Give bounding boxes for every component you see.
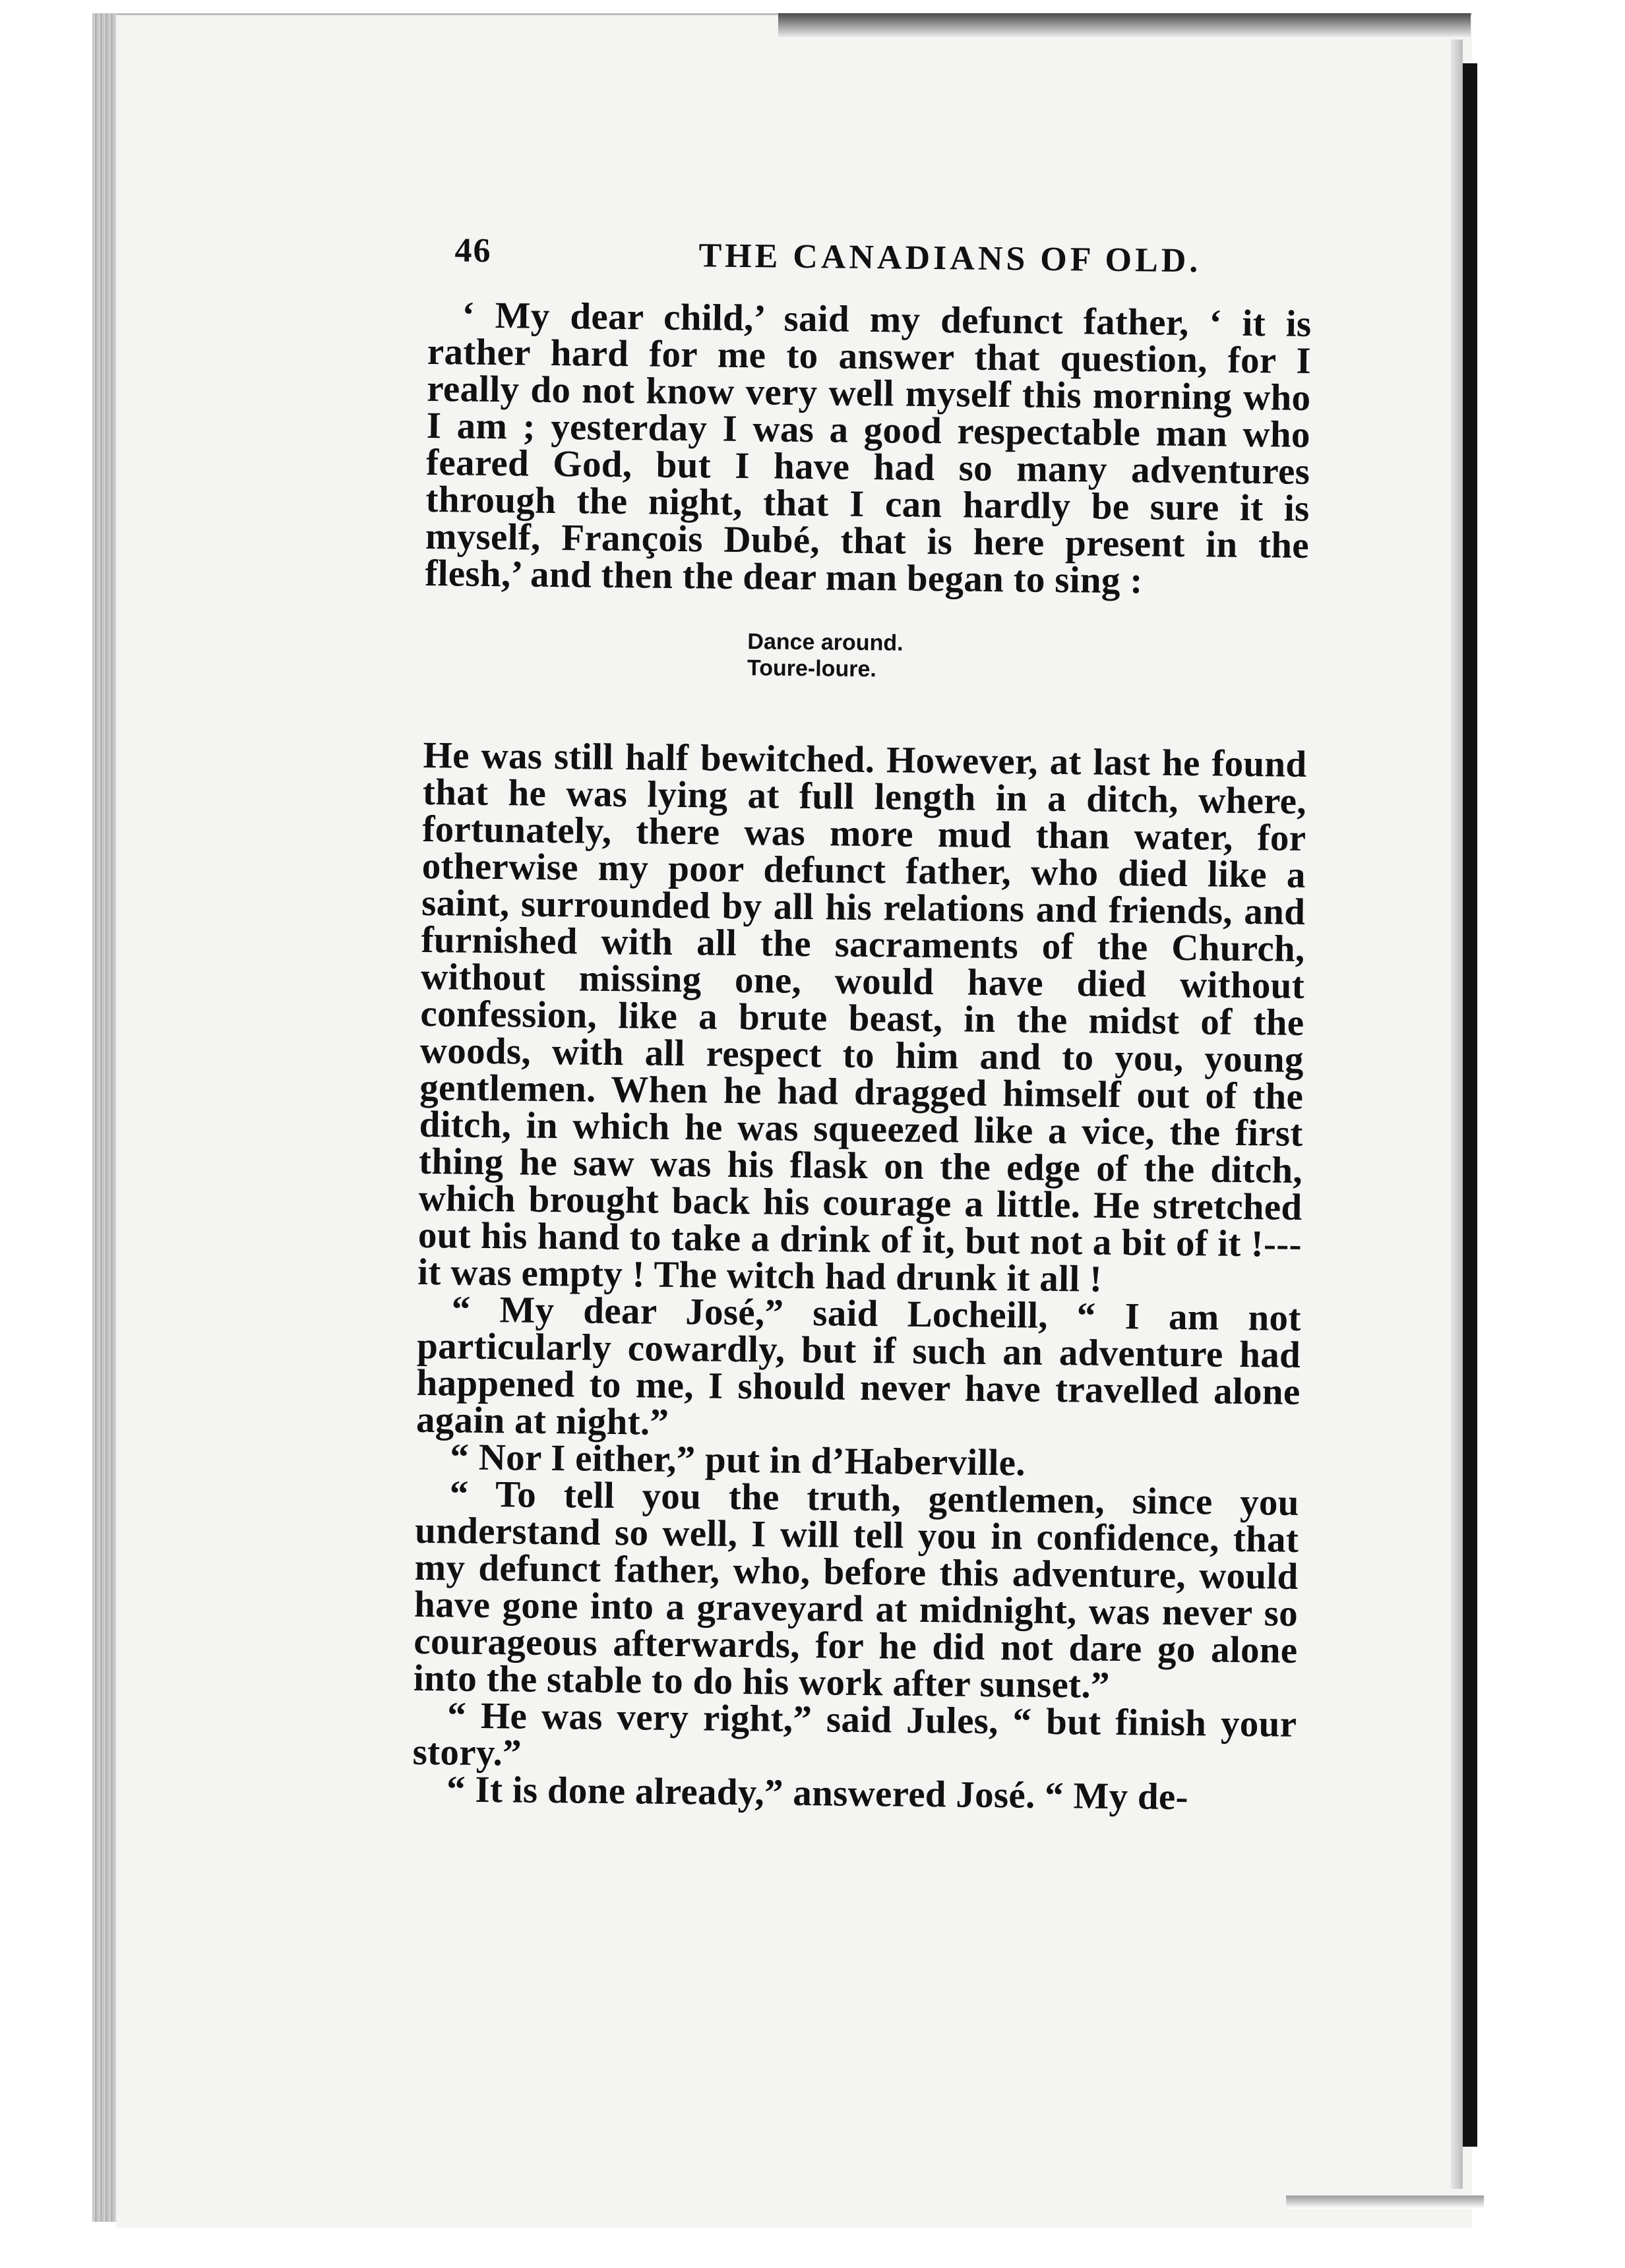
page-number: 46 (454, 231, 492, 270)
facing-page (1477, 53, 1625, 2228)
paragraph-2: He was still half bewitched. However, at last he found that he was lying at full length in a ditch, where, fortunately, there was more mud than water, for otherwise my poor defunct father, who died like a saint, surrounded by all his relations and friends, and furnished with all the sacraments of the Church, without missing one, would have died without confession, like a brute beast, in the midst of the woods, with all respect to him and to you, young gentlemen. When he had dragged himself out of the ditch, in which he was squeezed like a vice, the first thing he saw was his flask on the edge of the ditch, which brought back his courage a little. He stretched out his hand to take a drink of it, but not a bit of it !---it was empty ! The witch had drunk it all ! (417, 734, 1307, 1300)
paragraph-6: “ He was very right,” said Jules, “ but finish your story.” (412, 1694, 1297, 1774)
page-bottom-shadow (1286, 2195, 1484, 2209)
song-verse (747, 628, 1308, 687)
gutter-shadow (1451, 40, 1463, 2189)
page-header (428, 224, 1312, 306)
song-line-1: Dance around. (747, 629, 904, 656)
paragraph-5: “ To tell you the truth, gentlemen, since you understand so well, I will tell you in confidence, that my defunct father, who, before this adventure, would have gone into a graveyard at midnight, was never so courageous afterwards, for he did not dare go alone into the stable to do his work after sunset.” (413, 1473, 1300, 1706)
page-text (412, 224, 1312, 1817)
paragraph-4: “ Nor I either,” put in d’Haberville. (450, 1436, 1026, 1484)
page-top-shadow (778, 13, 1471, 37)
running-head: THE CANADIANS OF OLD. (698, 237, 1202, 280)
paragraph-7: “ It is done already,” answered José. “ My de- (446, 1768, 1189, 1818)
song-line-2: Toure-loure. (747, 655, 876, 682)
scan-margin (0, 0, 92, 2268)
paragraph-3: “ My dear José,” said Locheill, “ I am not particularly cowardly, but if such an adventure had happened to me, I should never have travelled alone again at night.” (415, 1288, 1302, 1443)
page-block-edges (92, 13, 117, 2222)
paragraph-1: ‘ My dear child,’ said my defunct father, ‘ it is rather hard for me to answer that question, for I really do not know very well myself this morning who I am ; yesterday I was a good respectable man who feared God, but I have had so many adventures through the night, that I can hardly be sure it is myself, François Dubé, that is here present in the flesh,’ and then the dear man began to sing : (425, 294, 1312, 602)
facing-page-edge (1463, 63, 1477, 2147)
